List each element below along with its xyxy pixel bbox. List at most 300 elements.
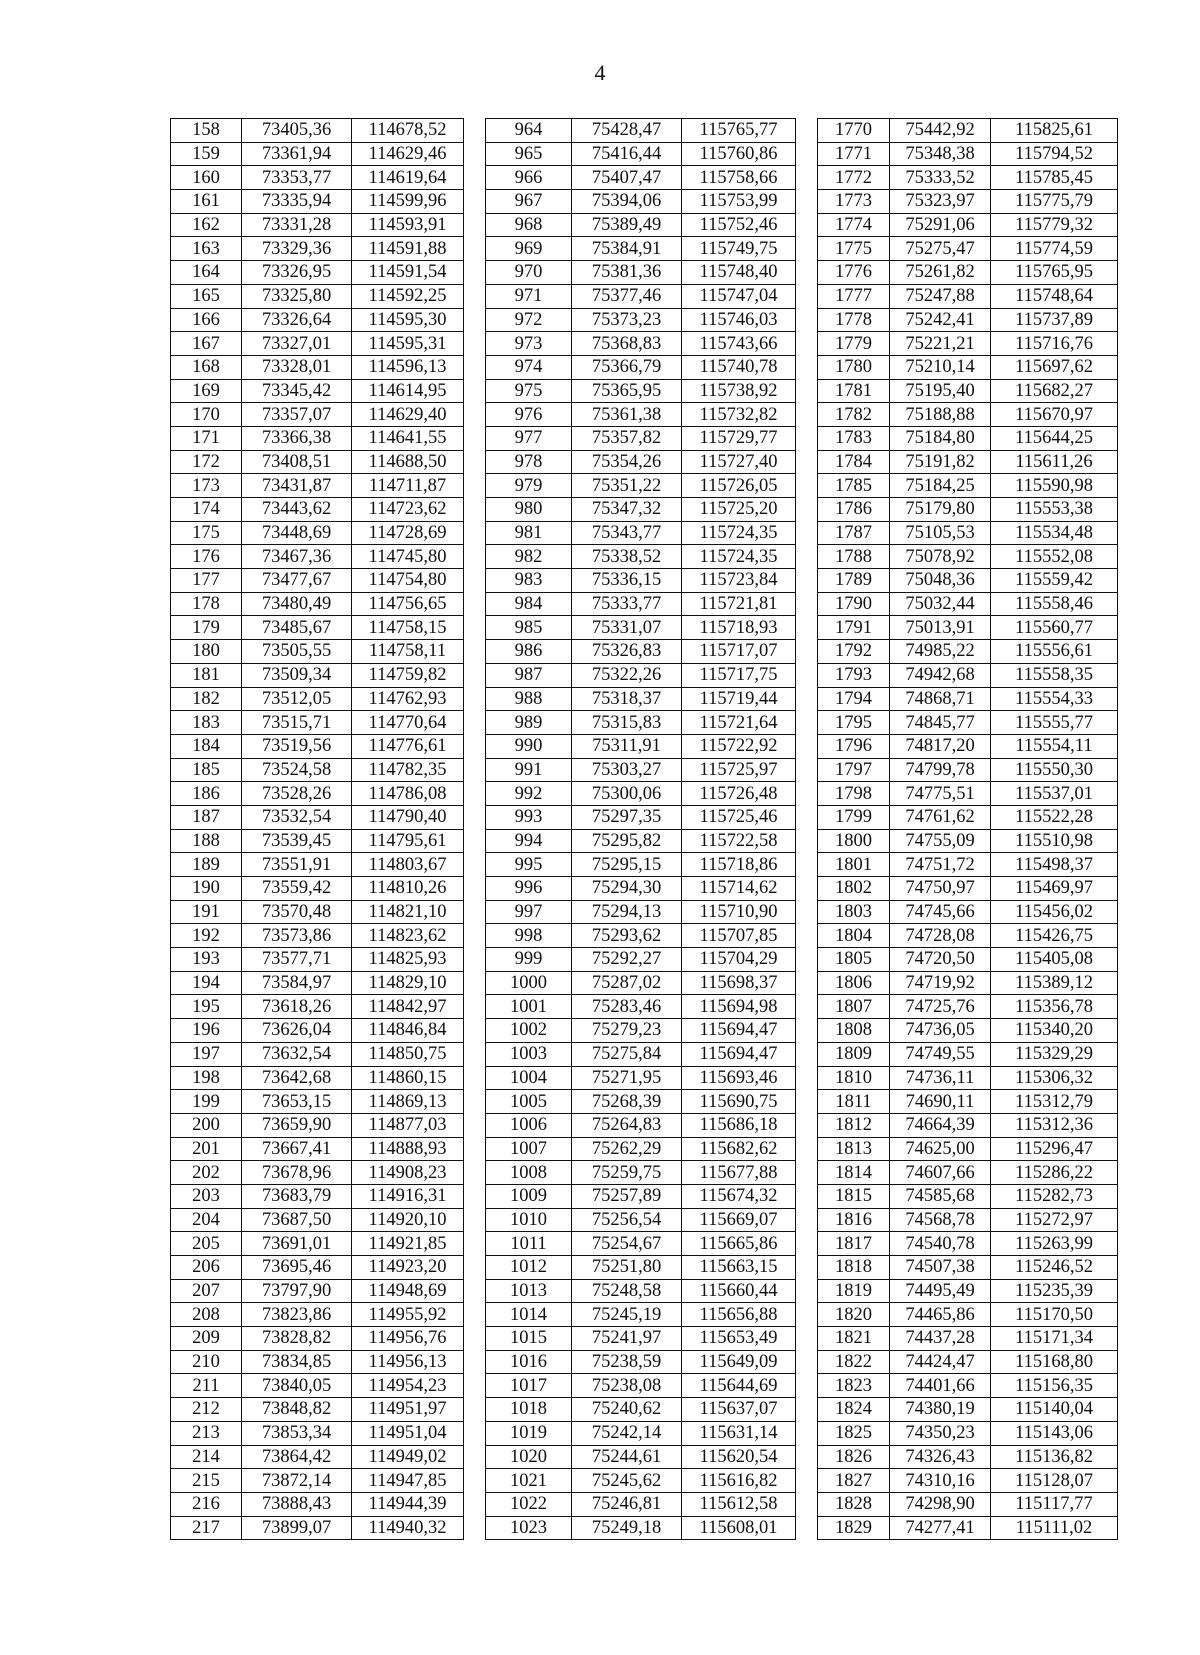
point-number-cell: 205: [171, 1232, 242, 1256]
column-group-spacer: [796, 379, 818, 403]
x-coordinate-cell: 75262,29: [572, 1137, 682, 1161]
y-coordinate-cell: 115590,98: [991, 474, 1118, 498]
column-group-spacer: [796, 782, 818, 806]
y-coordinate-cell: 115550,30: [991, 758, 1118, 782]
column-group-spacer: [464, 1374, 486, 1398]
point-number-cell: 1780: [818, 355, 890, 379]
y-coordinate-cell: 114688,50: [352, 450, 464, 474]
point-number-cell: 965: [486, 142, 572, 166]
x-coordinate-cell: 73512,05: [242, 687, 352, 711]
y-coordinate-cell: 115719,44: [682, 687, 796, 711]
x-coordinate-cell: 73632,54: [242, 1042, 352, 1066]
point-number-cell: 996: [486, 877, 572, 901]
point-number-cell: 975: [486, 379, 572, 403]
column-group-spacer: [464, 474, 486, 498]
x-coordinate-cell: 73431,87: [242, 474, 352, 498]
y-coordinate-cell: 115631,14: [682, 1421, 796, 1445]
point-number-cell: 168: [171, 355, 242, 379]
column-group-spacer: [464, 166, 486, 190]
table-row: [171, 663, 1118, 687]
column-group-spacer: [796, 758, 818, 782]
column-group-spacer: [464, 498, 486, 522]
x-coordinate-cell: 75326,83: [572, 640, 682, 664]
x-coordinate-cell: 75179,80: [890, 498, 991, 522]
column-group-spacer: [464, 190, 486, 214]
point-number-cell: 1014: [486, 1303, 572, 1327]
x-coordinate-cell: 73524,58: [242, 758, 352, 782]
point-number-cell: 1829: [818, 1516, 890, 1540]
y-coordinate-cell: 114592,25: [352, 284, 464, 308]
x-coordinate-cell: 75242,14: [572, 1421, 682, 1445]
y-coordinate-cell: 115740,78: [682, 355, 796, 379]
x-coordinate-cell: 74625,00: [890, 1137, 991, 1161]
y-coordinate-cell: 115743,66: [682, 332, 796, 356]
y-coordinate-cell: 115722,92: [682, 734, 796, 758]
column-group-spacer: [796, 971, 818, 995]
column-group-spacer: [464, 616, 486, 640]
point-number-cell: 172: [171, 450, 242, 474]
column-group-spacer: [464, 1042, 486, 1066]
column-group-spacer: [464, 1066, 486, 1090]
y-coordinate-cell: 115752,46: [682, 213, 796, 237]
column-group-spacer: [464, 237, 486, 261]
x-coordinate-cell: 74845,77: [890, 711, 991, 735]
point-number-cell: 1803: [818, 900, 890, 924]
y-coordinate-cell: 114758,15: [352, 616, 464, 640]
table-row: [171, 971, 1118, 995]
x-coordinate-cell: 73683,79: [242, 1184, 352, 1208]
y-coordinate-cell: 115170,50: [991, 1303, 1118, 1327]
x-coordinate-cell: 75268,39: [572, 1090, 682, 1114]
table-row: [171, 119, 1118, 143]
x-coordinate-cell: 75442,92: [890, 119, 991, 143]
column-group-spacer: [796, 1090, 818, 1114]
point-number-cell: 967: [486, 190, 572, 214]
x-coordinate-cell: 75428,47: [572, 119, 682, 143]
point-number-cell: 1020: [486, 1445, 572, 1469]
column-group-spacer: [464, 1184, 486, 1208]
x-coordinate-cell: 73853,34: [242, 1421, 352, 1445]
y-coordinate-cell: 115611,26: [991, 450, 1118, 474]
point-number-cell: 1797: [818, 758, 890, 782]
y-coordinate-cell: 114599,96: [352, 190, 464, 214]
x-coordinate-cell: 73361,94: [242, 142, 352, 166]
y-coordinate-cell: 115724,35: [682, 545, 796, 569]
x-coordinate-cell: 73329,36: [242, 237, 352, 261]
x-coordinate-cell: 73345,42: [242, 379, 352, 403]
point-number-cell: 1022: [486, 1492, 572, 1516]
point-number-cell: 208: [171, 1303, 242, 1327]
x-coordinate-cell: 73480,49: [242, 592, 352, 616]
x-coordinate-cell: 73840,05: [242, 1374, 352, 1398]
y-coordinate-cell: 115653,49: [682, 1327, 796, 1351]
y-coordinate-cell: 115553,38: [991, 498, 1118, 522]
point-number-cell: 173: [171, 474, 242, 498]
point-number-cell: 993: [486, 805, 572, 829]
x-coordinate-cell: 75416,44: [572, 142, 682, 166]
y-coordinate-cell: 115697,62: [991, 355, 1118, 379]
x-coordinate-cell: 74495,49: [890, 1279, 991, 1303]
point-number-cell: 1792: [818, 640, 890, 664]
column-group-spacer: [464, 569, 486, 593]
x-coordinate-cell: 75322,26: [572, 663, 682, 687]
table-row: [171, 616, 1118, 640]
y-coordinate-cell: 115608,01: [682, 1516, 796, 1540]
y-coordinate-cell: 115670,97: [991, 403, 1118, 427]
x-coordinate-cell: 74585,68: [890, 1184, 991, 1208]
y-coordinate-cell: 114614,95: [352, 379, 464, 403]
point-number-cell: 1825: [818, 1421, 890, 1445]
point-number-cell: 1793: [818, 663, 890, 687]
x-coordinate-cell: 74750,97: [890, 877, 991, 901]
table-row: [171, 308, 1118, 332]
point-number-cell: 1791: [818, 616, 890, 640]
column-group-spacer: [796, 948, 818, 972]
column-group-spacer: [464, 521, 486, 545]
x-coordinate-cell: 75105,53: [890, 521, 991, 545]
y-coordinate-cell: 115758,66: [682, 166, 796, 190]
y-coordinate-cell: 115753,99: [682, 190, 796, 214]
y-coordinate-cell: 115748,64: [991, 284, 1118, 308]
table-row: [171, 545, 1118, 569]
x-coordinate-cell: 75357,82: [572, 426, 682, 450]
table-row: [171, 758, 1118, 782]
y-coordinate-cell: 114758,11: [352, 640, 464, 664]
point-number-cell: 1003: [486, 1042, 572, 1066]
x-coordinate-cell: 73653,15: [242, 1090, 352, 1114]
point-number-cell: 1004: [486, 1066, 572, 1090]
x-coordinate-cell: 75191,82: [890, 450, 991, 474]
table-row: [171, 1279, 1118, 1303]
table-row: [171, 1350, 1118, 1374]
table-row: [171, 948, 1118, 972]
y-coordinate-cell: 115775,79: [991, 190, 1118, 214]
y-coordinate-cell: 115329,29: [991, 1042, 1118, 1066]
point-number-cell: 177: [171, 569, 242, 593]
column-group-spacer: [464, 119, 486, 143]
point-number-cell: 1012: [486, 1256, 572, 1280]
y-coordinate-cell: 114795,61: [352, 829, 464, 853]
point-number-cell: 1783: [818, 426, 890, 450]
column-group-spacer: [464, 948, 486, 972]
point-number-cell: 988: [486, 687, 572, 711]
x-coordinate-cell: 75361,38: [572, 403, 682, 427]
column-group-spacer: [464, 687, 486, 711]
point-number-cell: 193: [171, 948, 242, 972]
y-coordinate-cell: 114629,40: [352, 403, 464, 427]
x-coordinate-cell: 73448,69: [242, 521, 352, 545]
y-coordinate-cell: 115717,75: [682, 663, 796, 687]
x-coordinate-cell: 73528,26: [242, 782, 352, 806]
column-group-spacer: [464, 782, 486, 806]
point-number-cell: 1808: [818, 1019, 890, 1043]
column-group-spacer: [796, 1350, 818, 1374]
x-coordinate-cell: 75195,40: [890, 379, 991, 403]
x-coordinate-cell: 75294,30: [572, 877, 682, 901]
x-coordinate-cell: 73584,97: [242, 971, 352, 995]
x-coordinate-cell: 74424,47: [890, 1350, 991, 1374]
table-row: [171, 142, 1118, 166]
point-number-cell: 1019: [486, 1421, 572, 1445]
point-number-cell: 1815: [818, 1184, 890, 1208]
column-group-spacer: [464, 924, 486, 948]
column-group-spacer: [796, 332, 818, 356]
point-number-cell: 1801: [818, 853, 890, 877]
point-number-cell: 214: [171, 1445, 242, 1469]
point-number-cell: 998: [486, 924, 572, 948]
point-number-cell: 206: [171, 1256, 242, 1280]
y-coordinate-cell: 114821,10: [352, 900, 464, 924]
column-group-spacer: [796, 1279, 818, 1303]
point-number-cell: 165: [171, 284, 242, 308]
y-coordinate-cell: 115559,42: [991, 569, 1118, 593]
y-coordinate-cell: 114823,62: [352, 924, 464, 948]
point-number-cell: 183: [171, 711, 242, 735]
y-coordinate-cell: 115747,04: [682, 284, 796, 308]
x-coordinate-cell: 73532,54: [242, 805, 352, 829]
y-coordinate-cell: 115136,82: [991, 1445, 1118, 1469]
column-group-spacer: [796, 1019, 818, 1043]
y-coordinate-cell: 115456,02: [991, 900, 1118, 924]
x-coordinate-cell: 75318,37: [572, 687, 682, 711]
x-coordinate-cell: 75048,36: [890, 569, 991, 593]
column-group-spacer: [464, 734, 486, 758]
x-coordinate-cell: 75291,06: [890, 213, 991, 237]
table-row: [171, 1303, 1118, 1327]
x-coordinate-cell: 73443,62: [242, 498, 352, 522]
table-row: [171, 1066, 1118, 1090]
x-coordinate-cell: 73366,38: [242, 426, 352, 450]
y-coordinate-cell: 115556,61: [991, 640, 1118, 664]
table-row: [171, 1445, 1118, 1469]
x-coordinate-cell: 75279,23: [572, 1019, 682, 1043]
x-coordinate-cell: 74985,22: [890, 640, 991, 664]
table-row: [171, 569, 1118, 593]
column-group-spacer: [796, 1256, 818, 1280]
column-group-spacer: [796, 261, 818, 285]
column-group-spacer: [796, 995, 818, 1019]
x-coordinate-cell: 73691,01: [242, 1232, 352, 1256]
table-row: [171, 1398, 1118, 1422]
table-row: [171, 498, 1118, 522]
column-group-spacer: [796, 1445, 818, 1469]
y-coordinate-cell: 115716,76: [991, 332, 1118, 356]
y-coordinate-cell: 114593,91: [352, 213, 464, 237]
x-coordinate-cell: 75394,06: [572, 190, 682, 214]
x-coordinate-cell: 74568,78: [890, 1208, 991, 1232]
x-coordinate-cell: 74761,62: [890, 805, 991, 829]
column-group-spacer: [796, 355, 818, 379]
x-coordinate-cell: 75246,81: [572, 1492, 682, 1516]
column-group-spacer: [796, 119, 818, 143]
y-coordinate-cell: 115737,89: [991, 308, 1118, 332]
column-group-spacer: [796, 900, 818, 924]
x-coordinate-cell: 74380,19: [890, 1398, 991, 1422]
x-coordinate-cell: 75336,15: [572, 569, 682, 593]
column-group-spacer: [464, 1421, 486, 1445]
x-coordinate-cell: 74277,41: [890, 1516, 991, 1540]
x-coordinate-cell: 75261,82: [890, 261, 991, 285]
x-coordinate-cell: 75292,27: [572, 948, 682, 972]
column-group-spacer: [796, 734, 818, 758]
point-number-cell: 1011: [486, 1232, 572, 1256]
y-coordinate-cell: 115760,86: [682, 142, 796, 166]
x-coordinate-cell: 75373,23: [572, 308, 682, 332]
x-coordinate-cell: 75240,62: [572, 1398, 682, 1422]
point-number-cell: 1805: [818, 948, 890, 972]
x-coordinate-cell: 73326,95: [242, 261, 352, 285]
y-coordinate-cell: 115552,08: [991, 545, 1118, 569]
column-group-spacer: [464, 1327, 486, 1351]
y-coordinate-cell: 115140,04: [991, 1398, 1118, 1422]
column-group-spacer: [796, 190, 818, 214]
column-group-spacer: [464, 308, 486, 332]
y-coordinate-cell: 114619,64: [352, 166, 464, 190]
point-number-cell: 1018: [486, 1398, 572, 1422]
point-number-cell: 987: [486, 663, 572, 687]
y-coordinate-cell: 115707,85: [682, 924, 796, 948]
x-coordinate-cell: 74799,78: [890, 758, 991, 782]
x-coordinate-cell: 75315,83: [572, 711, 682, 735]
point-number-cell: 1806: [818, 971, 890, 995]
x-coordinate-cell: 75238,08: [572, 1374, 682, 1398]
point-number-cell: 1781: [818, 379, 890, 403]
x-coordinate-cell: 73659,90: [242, 1113, 352, 1137]
y-coordinate-cell: 114756,65: [352, 592, 464, 616]
x-coordinate-cell: 73642,68: [242, 1066, 352, 1090]
point-number-cell: 196: [171, 1019, 242, 1043]
x-coordinate-cell: 73797,90: [242, 1279, 352, 1303]
table-row: [171, 900, 1118, 924]
point-number-cell: 1824: [818, 1398, 890, 1422]
point-number-cell: 992: [486, 782, 572, 806]
x-coordinate-cell: 73405,36: [242, 119, 352, 143]
point-number-cell: 161: [171, 190, 242, 214]
y-coordinate-cell: 114908,23: [352, 1161, 464, 1185]
y-coordinate-cell: 114923,20: [352, 1256, 464, 1280]
column-group-spacer: [464, 1019, 486, 1043]
y-coordinate-cell: 114678,52: [352, 119, 464, 143]
y-coordinate-cell: 115469,97: [991, 877, 1118, 901]
x-coordinate-cell: 75242,41: [890, 308, 991, 332]
y-coordinate-cell: 114956,76: [352, 1327, 464, 1351]
point-number-cell: 187: [171, 805, 242, 829]
x-coordinate-cell: 74401,66: [890, 1374, 991, 1398]
y-coordinate-cell: 115732,82: [682, 403, 796, 427]
y-coordinate-cell: 115312,36: [991, 1113, 1118, 1137]
x-coordinate-cell: 75333,77: [572, 592, 682, 616]
y-coordinate-cell: 115694,47: [682, 1042, 796, 1066]
column-group-spacer: [796, 853, 818, 877]
x-coordinate-cell: 73327,01: [242, 332, 352, 356]
x-coordinate-cell: 75275,84: [572, 1042, 682, 1066]
column-group-spacer: [464, 592, 486, 616]
point-number-cell: 210: [171, 1350, 242, 1374]
point-number-cell: 1009: [486, 1184, 572, 1208]
point-number-cell: 974: [486, 355, 572, 379]
column-group-spacer: [796, 1042, 818, 1066]
x-coordinate-cell: 73667,41: [242, 1137, 352, 1161]
column-group-spacer: [464, 284, 486, 308]
x-coordinate-cell: 73353,77: [242, 166, 352, 190]
point-number-cell: 188: [171, 829, 242, 853]
x-coordinate-cell: 73326,64: [242, 308, 352, 332]
table-row: [171, 166, 1118, 190]
y-coordinate-cell: 115722,58: [682, 829, 796, 853]
x-coordinate-cell: 75381,36: [572, 261, 682, 285]
y-coordinate-cell: 114810,26: [352, 877, 464, 901]
point-number-cell: 979: [486, 474, 572, 498]
point-number-cell: 1787: [818, 521, 890, 545]
point-number-cell: 198: [171, 1066, 242, 1090]
y-coordinate-cell: 114782,35: [352, 758, 464, 782]
x-coordinate-cell: 75354,26: [572, 450, 682, 474]
y-coordinate-cell: 115721,81: [682, 592, 796, 616]
x-coordinate-cell: 73888,43: [242, 1492, 352, 1516]
x-coordinate-cell: 74720,50: [890, 948, 991, 972]
y-coordinate-cell: 115694,47: [682, 1019, 796, 1043]
y-coordinate-cell: 114860,15: [352, 1066, 464, 1090]
point-number-cell: 997: [486, 900, 572, 924]
x-coordinate-cell: 73467,36: [242, 545, 352, 569]
y-coordinate-cell: 115498,37: [991, 853, 1118, 877]
point-number-cell: 1790: [818, 592, 890, 616]
y-coordinate-cell: 115356,78: [991, 995, 1118, 1019]
x-coordinate-cell: 73618,26: [242, 995, 352, 1019]
x-coordinate-cell: 75331,07: [572, 616, 682, 640]
x-coordinate-cell: 75254,67: [572, 1232, 682, 1256]
column-group-spacer: [464, 640, 486, 664]
column-group-spacer: [796, 166, 818, 190]
point-number-cell: 1823: [818, 1374, 890, 1398]
point-number-cell: 1007: [486, 1137, 572, 1161]
y-coordinate-cell: 115296,47: [991, 1137, 1118, 1161]
x-coordinate-cell: 73477,67: [242, 569, 352, 593]
column-group-spacer: [796, 829, 818, 853]
y-coordinate-cell: 114825,93: [352, 948, 464, 972]
point-number-cell: 1774: [818, 213, 890, 237]
column-group-spacer: [796, 284, 818, 308]
x-coordinate-cell: 73577,71: [242, 948, 352, 972]
x-coordinate-cell: 75384,91: [572, 237, 682, 261]
point-number-cell: 1798: [818, 782, 890, 806]
table-row: [171, 1113, 1118, 1137]
column-group-spacer: [796, 213, 818, 237]
point-number-cell: 995: [486, 853, 572, 877]
table-row: [171, 1208, 1118, 1232]
x-coordinate-cell: 73357,07: [242, 403, 352, 427]
y-coordinate-cell: 115693,46: [682, 1066, 796, 1090]
point-number-cell: 1005: [486, 1090, 572, 1114]
y-coordinate-cell: 114951,04: [352, 1421, 464, 1445]
column-group-spacer: [464, 1398, 486, 1422]
x-coordinate-cell: 73515,71: [242, 711, 352, 735]
y-coordinate-cell: 114850,75: [352, 1042, 464, 1066]
column-group-spacer: [796, 1066, 818, 1090]
column-group-spacer: [796, 877, 818, 901]
y-coordinate-cell: 114759,82: [352, 663, 464, 687]
table-row: [171, 1137, 1118, 1161]
column-group-spacer: [796, 805, 818, 829]
point-number-cell: 964: [486, 119, 572, 143]
y-coordinate-cell: 114955,92: [352, 1303, 464, 1327]
x-coordinate-cell: 75188,88: [890, 403, 991, 427]
y-coordinate-cell: 115686,18: [682, 1113, 796, 1137]
point-number-cell: 1017: [486, 1374, 572, 1398]
x-coordinate-cell: 73687,50: [242, 1208, 352, 1232]
table-row: [171, 782, 1118, 806]
y-coordinate-cell: 114595,31: [352, 332, 464, 356]
